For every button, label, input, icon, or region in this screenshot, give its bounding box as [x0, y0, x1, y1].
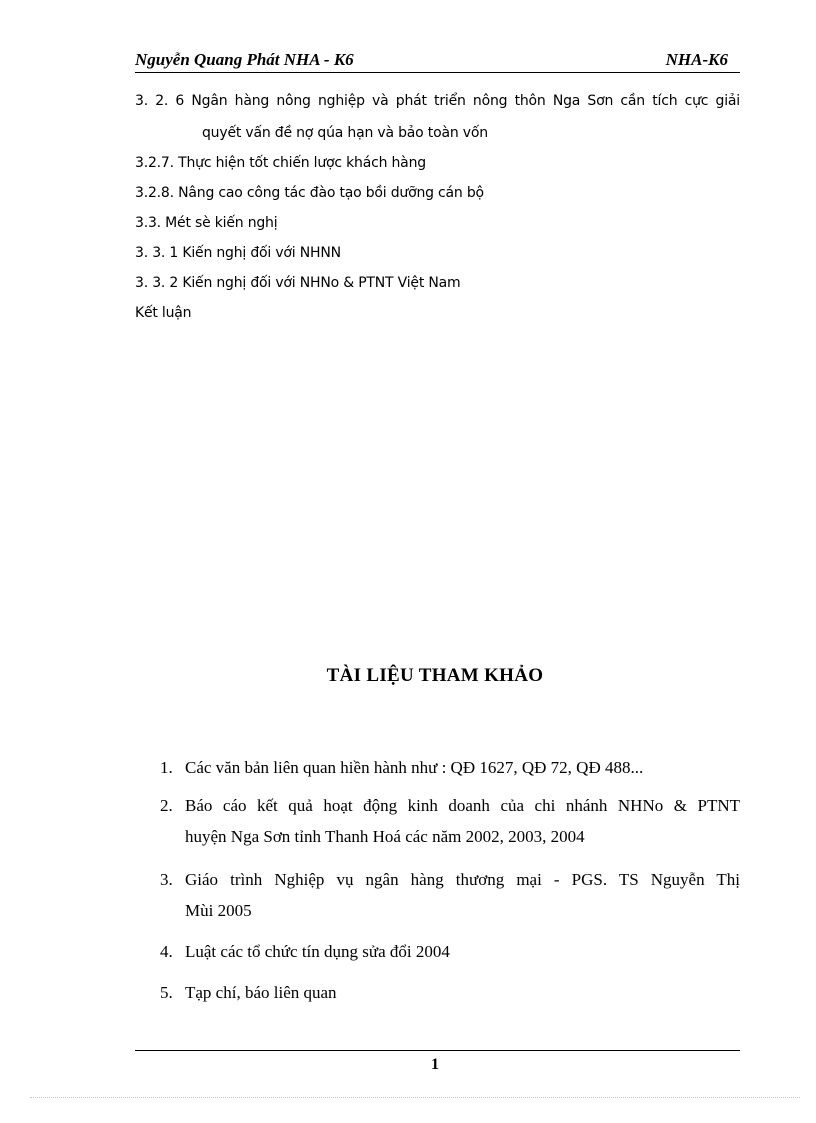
reference-text-continued: Mùi 2005	[185, 901, 252, 920]
references-title: TÀI LIỆU THAM KHẢO	[326, 665, 544, 686]
reference-number: 2.	[160, 796, 173, 815]
reference-item	[160, 942, 450, 962]
reference-number: 5.	[160, 983, 173, 1002]
reference-number: 3.	[160, 870, 173, 889]
reference-text-continued: huyện Nga Sơn tỉnh Thanh Hoá các năm 2002, 2003, 2004	[185, 827, 585, 846]
header-author: Nguyễn Quang Phát NHA - K6	[135, 50, 354, 69]
toc-item-3-2-6: 3. 2. 6 Ngân hàng nông nghiệp và phát triển nông thôn Nga Sơn cần tích cực giải	[135, 93, 740, 109]
toc-item-conclusion: Kết luận	[135, 305, 192, 321]
page-boundary	[30, 1097, 800, 1098]
toc-item-3-3-2: 3. 3. 2 Kiến nghị đối với NHNo & PTNT Việt Nam	[135, 275, 461, 291]
toc-item-3-3-1: 3. 3. 1 Kiến nghị đối với NHNN	[135, 245, 341, 261]
toc-item-3-3: 3.3. Mét sè kiến nghị	[135, 215, 278, 231]
page-header	[135, 50, 740, 73]
header-class-code: NHA-K6	[665, 50, 728, 69]
reference-text: Tạp chí, báo liên quan	[185, 983, 337, 1002]
reference-item	[160, 870, 740, 890]
reference-item	[160, 983, 337, 1003]
page-number: 1	[431, 1056, 439, 1073]
toc-item-3-2-6-continued: quyết vấn đề nợ qúa hạn và bảo toàn vốn	[202, 125, 488, 141]
footer-divider	[135, 1050, 740, 1051]
reference-number: 4.	[160, 942, 173, 961]
reference-text: Giáo trình Nghiệp vụ ngân hàng thương mại - PGS. TS Nguyễn Thị	[185, 870, 740, 889]
reference-text: Các văn bản liên quan hiền hành như : QĐ 1627, QĐ 72, QĐ 488...	[185, 758, 644, 777]
reference-item	[160, 796, 740, 816]
toc-item-3-2-8: 3.2.8. Nâng cao công tác đào tạo bồi dưỡng cán bộ	[135, 185, 484, 201]
reference-text: Luật các tổ chức tín dụng sửa đổi 2004	[185, 942, 450, 961]
reference-number: 1.	[160, 758, 173, 777]
toc-item-3-2-7: 3.2.7. Thực hiện tốt chiến lược khách hàng	[135, 155, 426, 171]
reference-text: Báo cáo kết quả hoạt động kinh doanh của chi nhánh NHNo & PTNT	[185, 796, 740, 815]
reference-item	[160, 758, 643, 778]
